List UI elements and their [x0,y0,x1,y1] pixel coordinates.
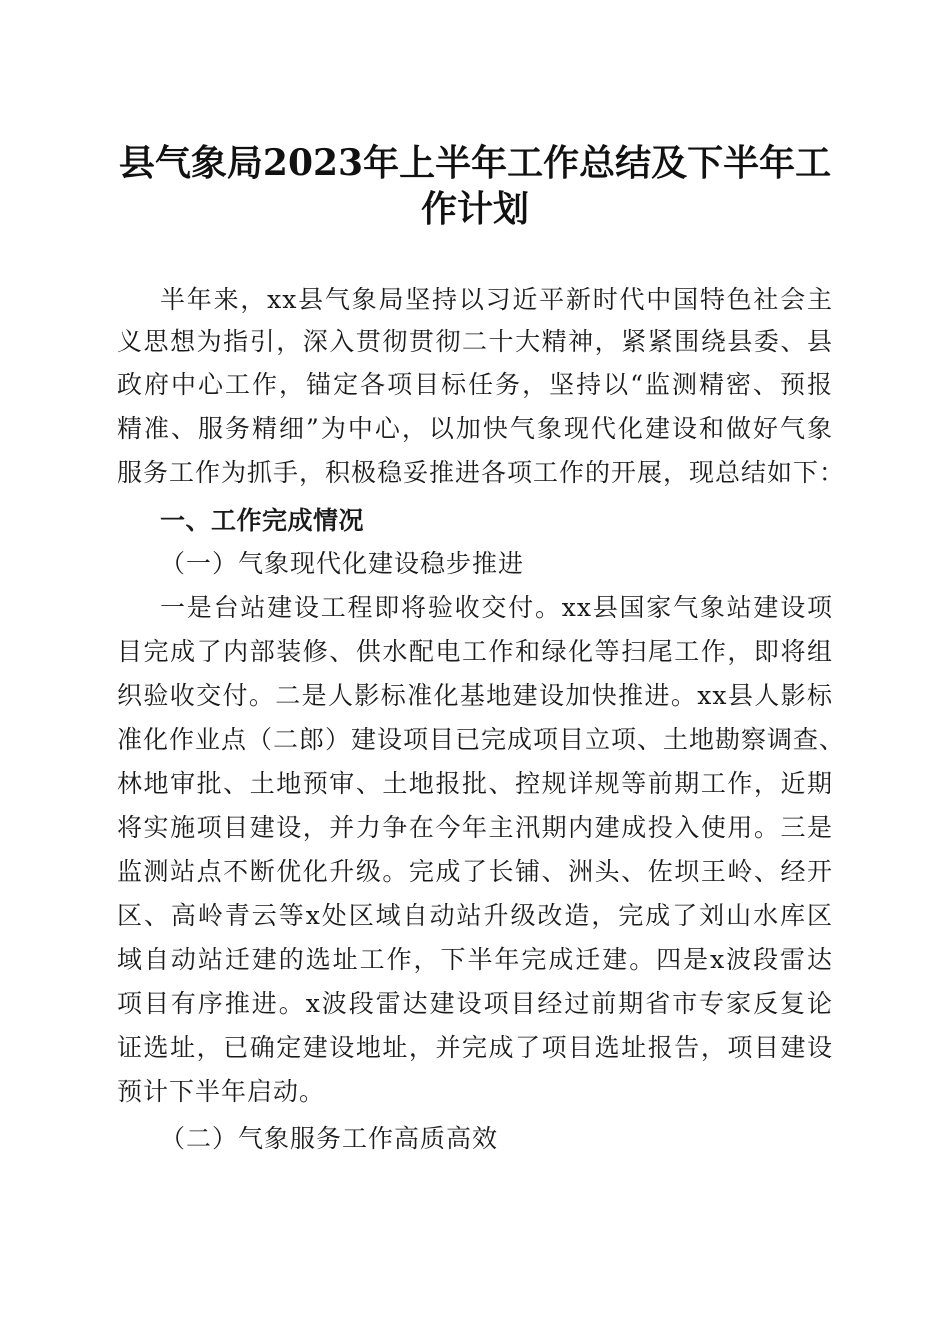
subsection-heading-2: （二）气象服务工作高质高效 [160,1124,499,1153]
body-line-14: 域自动站迁建的选址工作，下半年完成迁建。四是x波段雷达 [117,945,833,974]
body-line-9: 准化作业点（二郎）建设项目已完成项目立项、土地勘察调查、 [117,725,846,754]
body-line-11: 将实施项目建设，并力争在今年主汛期内建成投入使用。三是 [117,813,833,842]
section-heading-1: 一、工作完成情况 [160,506,365,535]
body-line-16: 证选址，已确定建设地址，并完成了项目选址报告，项目建设 [117,1033,833,1062]
body-line-3: 政府中心工作，锚定各项目标任务，坚持以“监测精密、预报 [117,370,833,399]
body-line-2: 义思想为指引，深入贯彻贯彻二十大精神，紧紧围绕县委、县 [117,327,833,356]
body-line-17: 预计下半年启动。 [117,1077,326,1106]
body-line-10: 林地审批、土地预审、土地报批、控规详规等前期工作，近期 [117,769,833,798]
body-line-4: 精准、服务精细”为中心，以加快气象现代化建设和做好气象 [117,414,833,443]
body-line-5: 服务工作为抓手，积极稳妥推进各项工作的开展，现总结如下： [117,458,846,487]
body-line-7: 目完成了内部装修、供水配电工作和绿化等扫尾工作，即将组 [117,637,833,666]
body-line-6: 一是台站建设工程即将验收交付。xx县国家气象站建设项 [160,593,833,622]
body-line-1: 半年来，xx县气象局坚持以习近平新时代中国特色社会主 [160,285,833,314]
document-title-line-1: 县气象局2023年上半年工作总结及下半年工 [118,142,832,184]
body-line-15: 项目有序推进。x波段雷达建设项目经过前期省市专家反复论 [117,989,833,1018]
document-title-line-2: 作计划 [420,188,529,230]
body-line-13: 区、高岭青云等x处区域自动站升级改造，完成了刘山水库区 [117,901,833,930]
body-line-12: 监测站点不断优化升级。完成了长铺、洲头、佐坝王岭、经开 [117,857,833,886]
body-line-8: 织验收交付。二是人影标准化基地建设加快推进。xx县人影标 [117,681,833,710]
subsection-heading-1: （一）气象现代化建设稳步推进 [160,549,525,578]
